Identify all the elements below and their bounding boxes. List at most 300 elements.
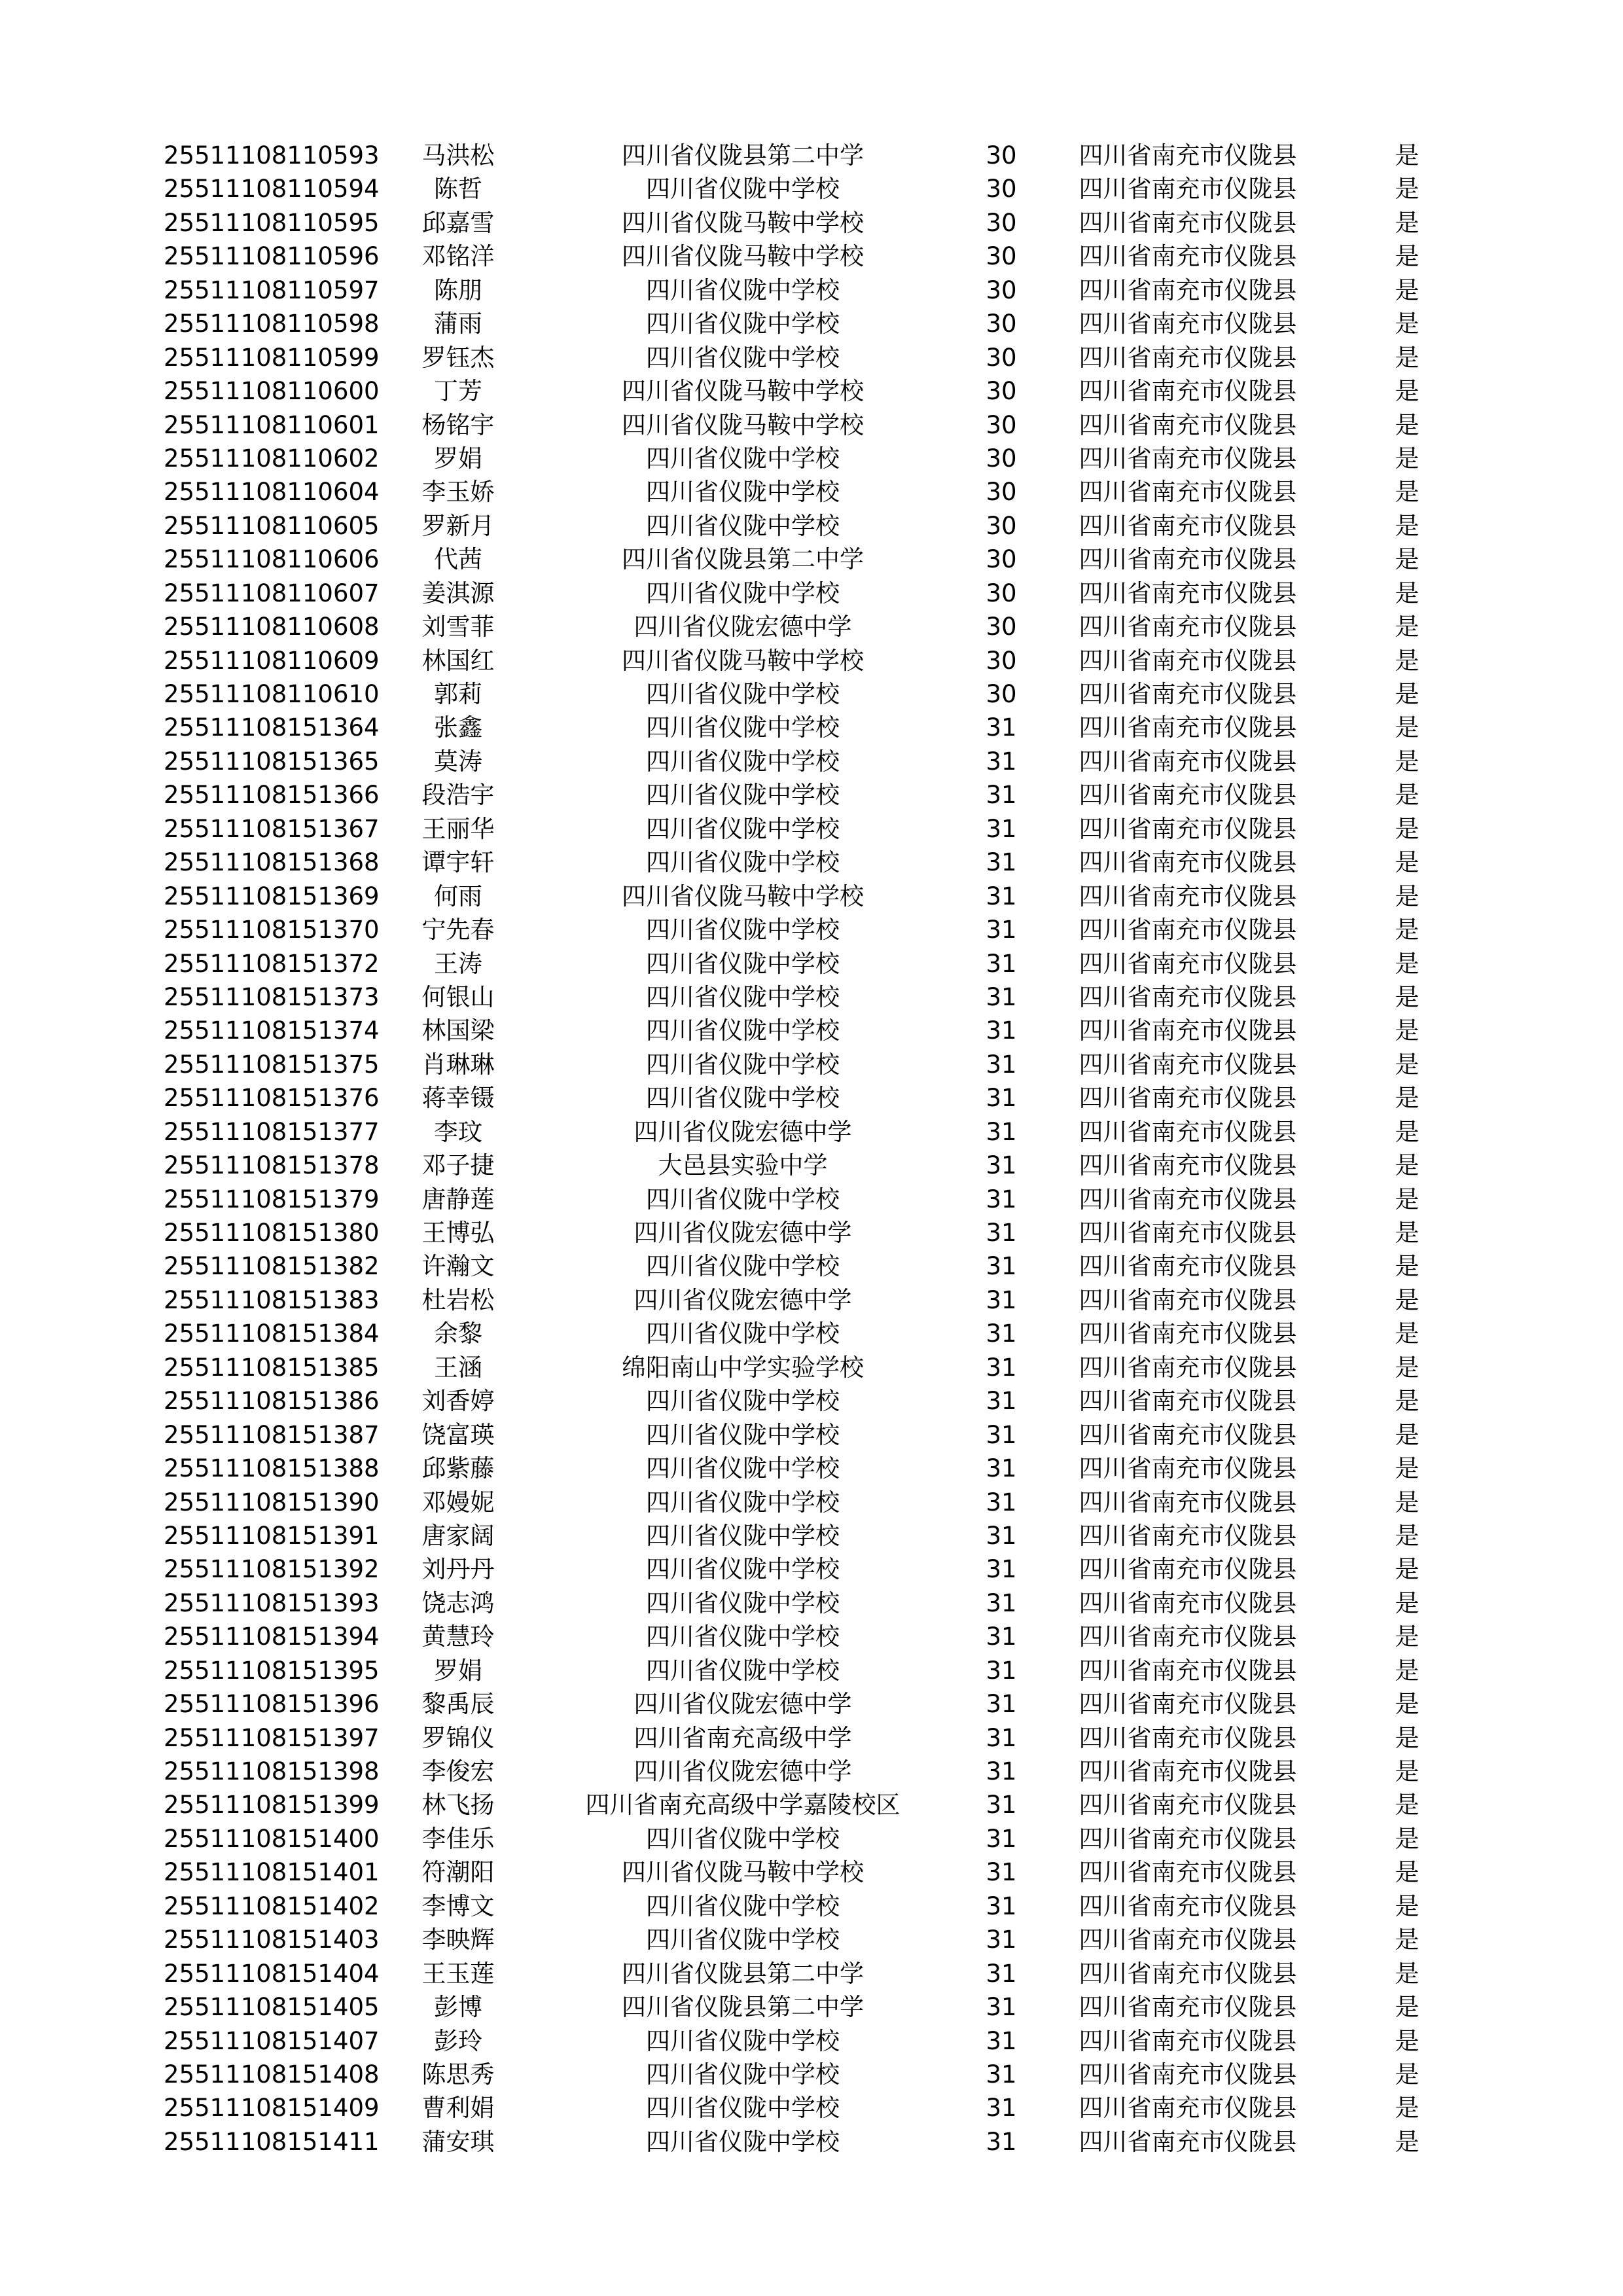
status-cell: 是 [1395,478,1419,507]
table-row [0,509,1623,543]
name-cell: 李博文 [421,1892,495,1920]
region-cell: 四川省南充市仪陇县 [1079,2026,1297,2055]
candidate-id-cell: 25511108151365 [164,747,380,776]
score-cell: 30 [986,545,1017,574]
score-cell: 31 [986,1488,1017,1516]
candidate-id-cell: 25511108151396 [164,1690,380,1719]
score-cell: 30 [986,444,1017,473]
school-cell: 四川省仪陇马鞍中学校 [622,1858,864,1887]
table-row [0,2058,1623,2091]
region-cell: 四川省南充市仪陇县 [1079,1824,1297,1853]
school-cell: 绵阳南山中学实验学校 [622,1353,864,1382]
candidate-id-cell: 25511108151382 [164,1252,380,1281]
candidate-id-cell: 25511108151400 [164,1824,380,1853]
name-cell: 李佳乐 [421,1824,495,1853]
table-row [0,1552,1623,1586]
candidate-id-cell: 25511108110610 [164,680,380,708]
status-cell: 是 [1395,680,1419,708]
score-cell: 31 [986,949,1017,978]
school-cell: 四川省仪陇中学校 [646,1050,840,1079]
region-cell: 四川省南充市仪陇县 [1079,1858,1297,1887]
score-cell: 31 [986,882,1017,910]
status-cell: 是 [1395,511,1419,540]
region-cell: 四川省南充市仪陇县 [1079,310,1297,338]
name-cell: 符潮阳 [421,1858,495,1887]
school-cell: 四川省仪陇中学校 [646,2026,840,2055]
name-cell: 王涵 [434,1353,482,1382]
candidate-id-cell: 25511108151390 [164,1488,380,1516]
score-cell: 30 [986,646,1017,675]
region-cell: 四川省南充市仪陇县 [1079,343,1297,372]
region-cell: 四川省南充市仪陇县 [1079,141,1297,170]
score-cell: 31 [986,1151,1017,1180]
region-cell: 四川省南充市仪陇县 [1079,1319,1297,1348]
status-cell: 是 [1395,747,1419,776]
school-cell: 四川省仪陇中学校 [646,343,840,372]
region-cell: 四川省南充市仪陇县 [1079,1084,1297,1113]
region-cell: 四川省南充市仪陇县 [1079,377,1297,406]
candidate-id-cell: 25511108151373 [164,982,380,1011]
region-cell: 四川省南充市仪陇县 [1079,1420,1297,1449]
status-cell: 是 [1395,276,1419,304]
region-cell: 四川省南充市仪陇县 [1079,1926,1297,1954]
region-cell: 四川省南充市仪陇县 [1079,242,1297,271]
table-row [0,1418,1623,1452]
name-cell: 黎禹辰 [421,1690,495,1719]
candidate-id-cell: 25511108151392 [164,1555,380,1584]
candidate-id-cell: 25511108151367 [164,814,380,843]
table-row [0,442,1623,475]
candidate-id-cell: 25511108110601 [164,410,380,439]
region-cell: 四川省南充市仪陇县 [1079,1353,1297,1382]
status-cell: 是 [1395,1185,1419,1213]
status-cell: 是 [1395,713,1419,742]
status-cell: 是 [1395,1016,1419,1045]
school-cell: 四川省仪陇中学校 [646,1926,840,1954]
candidate-id-cell: 25511108151378 [164,1151,380,1180]
name-cell: 陈思秀 [421,2060,495,2089]
status-cell: 是 [1395,1387,1419,1416]
name-cell: 杜岩松 [421,1285,495,1314]
name-cell: 段浩宇 [421,781,495,810]
name-cell: 饶富瑛 [421,1420,495,1449]
table-row [0,1351,1623,1384]
region-cell: 四川省南充市仪陇县 [1079,1488,1297,1516]
status-cell: 是 [1395,916,1419,944]
table-row [0,543,1623,576]
name-cell: 罗娟 [434,444,482,473]
school-cell: 四川省仪陇中学校 [646,1656,840,1685]
candidate-id-cell: 25511108151398 [164,1757,380,1785]
status-cell: 是 [1395,949,1419,978]
table-row [0,913,1623,946]
score-cell: 30 [986,511,1017,540]
school-cell: 四川省仪陇马鞍中学校 [622,242,864,271]
candidate-id-cell: 25511108151376 [164,1084,380,1113]
table-row [0,374,1623,408]
score-cell: 30 [986,579,1017,607]
score-cell: 31 [986,747,1017,776]
table-row [0,206,1623,240]
school-cell: 四川省仪陇马鞍中学校 [622,208,864,237]
status-cell: 是 [1395,2094,1419,2123]
candidate-id-cell: 25511108151387 [164,1420,380,1449]
name-cell: 王丽华 [421,814,495,843]
score-cell: 30 [986,377,1017,406]
score-cell: 31 [986,1824,1017,1853]
table-row [0,1081,1623,1115]
name-cell: 王博弘 [421,1219,495,1247]
region-cell: 四川省南充市仪陇县 [1079,1892,1297,1920]
status-cell: 是 [1395,377,1419,406]
candidate-id-cell: 25511108151383 [164,1285,380,1314]
table-row [0,610,1623,643]
candidate-id-cell: 25511108110607 [164,579,380,607]
region-cell: 四川省南充市仪陇县 [1079,814,1297,843]
candidate-id-cell: 25511108110605 [164,511,380,540]
table-row [0,1115,1623,1149]
candidate-id-cell: 25511108151366 [164,781,380,810]
status-cell: 是 [1395,781,1419,810]
table-row [0,341,1623,374]
region-cell: 四川省南充市仪陇县 [1079,1521,1297,1550]
status-cell: 是 [1395,982,1419,1011]
status-cell: 是 [1395,1824,1419,1853]
score-cell: 31 [986,1084,1017,1113]
candidate-id-cell: 25511108151368 [164,848,380,877]
name-cell: 杨铭宇 [421,410,495,439]
score-cell: 31 [986,1319,1017,1348]
candidate-id-cell: 25511108151379 [164,1185,380,1213]
name-cell: 李玉娇 [421,478,495,507]
data-table [0,139,1623,2159]
school-cell: 四川省仪陇中学校 [646,916,840,944]
school-cell: 四川省仪陇宏德中学 [633,613,852,641]
school-cell: 四川省仪陇中学校 [646,1824,840,1853]
status-cell: 是 [1395,1319,1419,1348]
region-cell: 四川省南充市仪陇县 [1079,511,1297,540]
region-cell: 四川省南充市仪陇县 [1079,1690,1297,1719]
score-cell: 31 [986,1959,1017,1988]
table-row [0,1519,1623,1552]
name-cell: 曹利娟 [421,2094,495,2123]
candidate-id-cell: 25511108110597 [164,276,380,304]
school-cell: 四川省仪陇中学校 [646,1623,840,1651]
name-cell: 李俊宏 [421,1757,495,1785]
region-cell: 四川省南充市仪陇县 [1079,1219,1297,1247]
candidate-id-cell: 25511108110600 [164,377,380,406]
score-cell: 31 [986,1555,1017,1584]
school-cell: 四川省仪陇中学校 [646,444,840,473]
school-cell: 四川省仪陇中学校 [646,747,840,776]
table-row [0,711,1623,744]
status-cell: 是 [1395,1656,1419,1685]
status-cell: 是 [1395,1892,1419,1920]
table-row [0,1620,1623,1653]
name-cell: 黄慧玲 [421,1623,495,1651]
region-cell: 四川省南充市仪陇县 [1079,882,1297,910]
region-cell: 四川省南充市仪陇县 [1079,276,1297,304]
school-cell: 四川省仪陇中学校 [646,848,840,877]
status-cell: 是 [1395,1454,1419,1483]
status-cell: 是 [1395,1252,1419,1281]
school-cell: 四川省仪陇县第二中学 [622,1993,864,2022]
score-cell: 30 [986,613,1017,641]
name-cell: 宁先春 [421,916,495,944]
candidate-id-cell: 25511108151407 [164,2026,380,2055]
score-cell: 31 [986,2026,1017,2055]
table-row [0,1654,1623,1687]
status-cell: 是 [1395,208,1419,237]
status-cell: 是 [1395,2026,1419,2055]
status-cell: 是 [1395,545,1419,574]
name-cell: 王涛 [434,949,482,978]
table-row [0,408,1623,442]
name-cell: 丁芳 [434,377,482,406]
status-cell: 是 [1395,1588,1419,1617]
score-cell: 31 [986,713,1017,742]
table-row [0,274,1623,307]
table-row [0,947,1623,980]
school-cell: 四川省仪陇马鞍中学校 [622,377,864,406]
candidate-id-cell: 25511108151380 [164,1219,380,1247]
name-cell: 罗锦仪 [421,1723,495,1752]
candidate-id-cell: 25511108110606 [164,545,380,574]
status-cell: 是 [1395,814,1419,843]
region-cell: 四川省南充市仪陇县 [1079,1555,1297,1584]
table-row [0,1183,1623,1216]
school-cell: 四川省仪陇中学校 [646,1454,840,1483]
score-cell: 31 [986,1723,1017,1752]
score-cell: 30 [986,680,1017,708]
status-cell: 是 [1395,1757,1419,1785]
candidate-id-cell: 25511108110609 [164,646,380,675]
table-row [0,475,1623,509]
school-cell: 四川省仪陇中学校 [646,1488,840,1516]
table-row [0,1687,1623,1721]
table-row [0,577,1623,610]
region-cell: 四川省南充市仪陇县 [1079,1050,1297,1079]
candidate-id-cell: 25511108151404 [164,1959,380,1988]
school-cell: 四川省仪陇宏德中学 [633,1757,852,1785]
status-cell: 是 [1395,1084,1419,1113]
score-cell: 30 [986,410,1017,439]
table-row [0,880,1623,913]
score-cell: 31 [986,1892,1017,1920]
candidate-id-cell: 25511108151388 [164,1454,380,1483]
candidate-id-cell: 25511108151386 [164,1387,380,1416]
score-cell: 31 [986,1454,1017,1483]
school-cell: 四川省仪陇县第二中学 [622,141,864,170]
status-cell: 是 [1395,1791,1419,1820]
candidate-id-cell: 25511108151370 [164,916,380,944]
score-cell: 31 [986,1420,1017,1449]
status-cell: 是 [1395,1623,1419,1651]
region-cell: 四川省南充市仪陇县 [1079,646,1297,675]
table-row [0,1755,1623,1788]
table-row [0,1721,1623,1755]
score-cell: 31 [986,2127,1017,2156]
score-cell: 30 [986,276,1017,304]
status-cell: 是 [1395,1858,1419,1887]
region-cell: 四川省南充市仪陇县 [1079,1588,1297,1617]
region-cell: 四川省南充市仪陇县 [1079,410,1297,439]
status-cell: 是 [1395,2127,1419,2156]
table-row [0,1890,1623,1923]
candidate-id-cell: 25511108151384 [164,1319,380,1348]
name-cell: 彭玲 [434,2026,482,2055]
name-cell: 何银山 [421,982,495,1011]
status-cell: 是 [1395,1420,1419,1449]
region-cell: 四川省南充市仪陇县 [1079,1757,1297,1785]
table-row [0,2091,1623,2125]
candidate-id-cell: 25511108151394 [164,1623,380,1651]
table-row [0,1923,1623,1956]
status-cell: 是 [1395,1926,1419,1954]
school-cell: 四川省仪陇马鞍中学校 [622,646,864,675]
status-cell: 是 [1395,1219,1419,1247]
table-row [0,1384,1623,1418]
candidate-id-cell: 25511108151372 [164,949,380,978]
name-cell: 唐家阔 [421,1521,495,1550]
school-cell: 四川省南充高级中学嘉陵校区 [585,1791,901,1820]
school-cell: 四川省仪陇中学校 [646,175,840,204]
region-cell: 四川省南充市仪陇县 [1079,781,1297,810]
school-cell: 四川省仪陇宏德中学 [633,1285,852,1314]
school-cell: 四川省仪陇中学校 [646,1185,840,1213]
school-cell: 四川省仪陇中学校 [646,781,840,810]
table-row [0,1587,1623,1620]
candidate-id-cell: 25511108151403 [164,1926,380,1954]
score-cell: 31 [986,1252,1017,1281]
school-cell: 四川省仪陇中学校 [646,1252,840,1281]
table-row [0,139,1623,172]
table-row [0,1317,1623,1350]
region-cell: 四川省南充市仪陇县 [1079,1959,1297,1988]
table-row [0,2125,1623,2159]
candidate-id-cell: 25511108151397 [164,1723,380,1752]
name-cell: 郭莉 [434,680,482,708]
candidate-id-cell: 25511108110596 [164,242,380,271]
name-cell: 陈哲 [434,175,482,204]
candidate-id-cell: 25511108151411 [164,2127,380,2156]
status-cell: 是 [1395,1353,1419,1382]
score-cell: 31 [986,1353,1017,1382]
region-cell: 四川省南充市仪陇县 [1079,2127,1297,2156]
region-cell: 四川省南充市仪陇县 [1079,713,1297,742]
table-row [0,1856,1623,1889]
table-row [0,846,1623,879]
status-cell: 是 [1395,1555,1419,1584]
status-cell: 是 [1395,1151,1419,1180]
region-cell: 四川省南充市仪陇县 [1079,1656,1297,1685]
school-cell: 四川省仪陇中学校 [646,1588,840,1617]
candidate-id-cell: 25511108110595 [164,208,380,237]
region-cell: 四川省南充市仪陇县 [1079,208,1297,237]
region-cell: 四川省南充市仪陇县 [1079,1151,1297,1180]
school-cell: 四川省仪陇县第二中学 [622,1959,864,1988]
table-row [0,2024,1623,2058]
table-row [0,307,1623,340]
score-cell: 31 [986,916,1017,944]
table-row [0,1249,1623,1283]
name-cell: 唐静莲 [421,1185,495,1213]
school-cell: 四川省仪陇中学校 [646,2060,840,2089]
table-row [0,172,1623,206]
school-cell: 四川省仪陇中学校 [646,478,840,507]
score-cell: 31 [986,2060,1017,2089]
name-cell: 许瀚文 [421,1252,495,1281]
name-cell: 邱紫藤 [421,1454,495,1483]
table-row [0,1486,1623,1519]
name-cell: 罗新月 [421,511,495,540]
school-cell: 四川省仪陇中学校 [646,1521,840,1550]
status-cell: 是 [1395,444,1419,473]
region-cell: 四川省南充市仪陇县 [1079,175,1297,204]
name-cell: 刘香婷 [421,1387,495,1416]
region-cell: 四川省南充市仪陇县 [1079,1454,1297,1483]
school-cell: 四川省仪陇中学校 [646,2094,840,2123]
name-cell: 邓子捷 [421,1151,495,1180]
region-cell: 四川省南充市仪陇县 [1079,949,1297,978]
table-row [0,1014,1623,1047]
name-cell: 邓嫚妮 [421,1488,495,1516]
region-cell: 四川省南充市仪陇县 [1079,1623,1297,1651]
school-cell: 四川省仪陇中学校 [646,310,840,338]
score-cell: 31 [986,1387,1017,1416]
score-cell: 31 [986,1690,1017,1719]
status-cell: 是 [1395,579,1419,607]
table-row [0,1990,1623,2024]
region-cell: 四川省南充市仪陇县 [1079,579,1297,607]
school-cell: 四川省仪陇中学校 [646,949,840,978]
table-row [0,677,1623,711]
candidate-id-cell: 25511108151395 [164,1656,380,1685]
school-cell: 四川省仪陇中学校 [646,579,840,607]
score-cell: 31 [986,1219,1017,1247]
table-row [0,745,1623,778]
candidate-id-cell: 25511108151399 [164,1791,380,1820]
score-cell: 31 [986,1285,1017,1314]
school-cell: 四川省仪陇中学校 [646,511,840,540]
status-cell: 是 [1395,141,1419,170]
status-cell: 是 [1395,2060,1419,2089]
region-cell: 四川省南充市仪陇县 [1079,2094,1297,2123]
school-cell: 四川省仪陇中学校 [646,1084,840,1113]
name-cell: 王玉莲 [421,1959,495,1988]
region-cell: 四川省南充市仪陇县 [1079,680,1297,708]
school-cell: 四川省仪陇中学校 [646,1387,840,1416]
name-cell: 张鑫 [434,713,482,742]
status-cell: 是 [1395,1285,1419,1314]
score-cell: 30 [986,343,1017,372]
school-cell: 四川省南充高级中学 [633,1723,852,1752]
region-cell: 四川省南充市仪陇县 [1079,1285,1297,1314]
score-cell: 31 [986,1117,1017,1146]
table-row [0,1452,1623,1485]
school-cell: 四川省仪陇宏德中学 [633,1690,852,1719]
name-cell: 刘丹丹 [421,1555,495,1584]
status-cell: 是 [1395,1993,1419,2022]
candidate-id-cell: 25511108151377 [164,1117,380,1146]
table-row [0,812,1623,846]
region-cell: 四川省南充市仪陇县 [1079,1387,1297,1416]
region-cell: 四川省南充市仪陇县 [1079,1252,1297,1281]
school-cell: 四川省仪陇中学校 [646,276,840,304]
status-cell: 是 [1395,848,1419,877]
name-cell: 罗娟 [434,1656,482,1685]
region-cell: 四川省南充市仪陇县 [1079,545,1297,574]
